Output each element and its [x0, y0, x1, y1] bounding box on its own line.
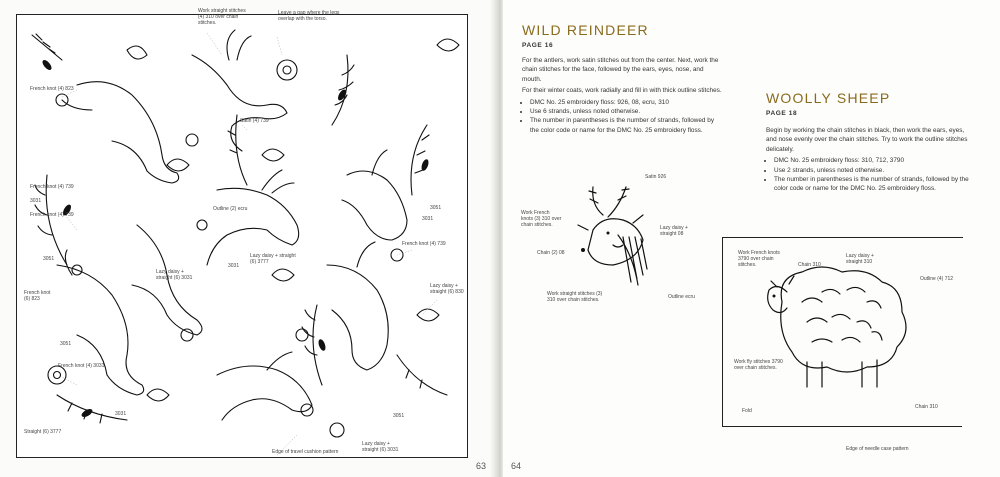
sheep-label-edge: Edge of needle case pattern — [846, 446, 909, 452]
leaf-3 — [262, 149, 284, 161]
annotation-15: 3031 — [228, 263, 240, 269]
leaf-7 — [272, 269, 294, 281]
reindeer-bullet-1: • DMC No. 25 embroidery floss: 926, 08, ecru, 310 — [530, 98, 722, 107]
reindeer-bullet-3: • The number in parentheses is the number of strands, followed by the color code or name for the DMC No. 25 embroidery floss. — [530, 116, 722, 135]
annotation-19: French knot (4) 3031 — [58, 363, 105, 369]
page-number-right: 64 — [511, 461, 522, 471]
sheep-bullet-2: • Use 2 strands, unless noted otherwise. — [774, 166, 971, 175]
annotation-12: French knot (4) 739 — [402, 241, 446, 247]
annotation-1: Work straight stitches (4) 310 over chain stitches. — [198, 8, 246, 26]
reindeer-label-lazy: Lazy daisy + straight 08 — [660, 225, 688, 237]
reindeer-label-satin: Satin 926 — [645, 174, 667, 180]
annotation-5: French knot (4) 739 — [30, 184, 74, 190]
branch-5 — [57, 395, 127, 423]
annotation-17: Lazy daisy + straight (6) 830 — [430, 283, 464, 295]
hare-6 — [327, 242, 388, 370]
annotation-7: 3031 — [30, 198, 42, 204]
hare-7 — [217, 352, 312, 420]
reindeer-paragraph-2: For their winter coats, work radially and fill in with thick outline stitches. — [522, 87, 722, 95]
sheep-title: WOOLLY SHEEP — [766, 90, 891, 106]
annotation-4: Satin (4) 739 — [240, 118, 269, 124]
annotation-14: Lazy daisy + straight (6) 3777 — [250, 253, 296, 265]
leaf-6 — [147, 389, 169, 401]
reindeer-instructions — [522, 56, 722, 135]
sheep-label-fly: Work fly stitches 3790 over chain stitches. — [734, 359, 783, 371]
annotation-24: Edge of travel cushion pattern — [272, 449, 339, 455]
annotation-20: 3031 — [115, 411, 127, 417]
reindeer-title: WILD REINDEER — [522, 22, 649, 38]
sheep-paragraph-1: Begin by working the chain stitches in black, then work the ears, eyes, and nose evenly over the chain stitches. Try to work the outline stitches delicately. — [766, 127, 968, 153]
annotation-22: 3051 — [393, 413, 405, 419]
hare-3 — [207, 170, 299, 265]
annotation-21: Straight (6) 3777 — [24, 429, 62, 435]
berry-5 — [197, 220, 207, 230]
reindeer-page-ref: PAGE 16 — [522, 42, 554, 49]
left-page — [0, 0, 497, 477]
reindeer-label-straight: Work straight stitches (3) 310 over chain stitches. — [547, 291, 603, 303]
annotation-6: Outline (2) ecru — [213, 206, 248, 212]
annotation-2: Leave a gap where the legs overlap with the torso. — [278, 10, 340, 22]
annotation-18: 3051 — [60, 341, 72, 347]
flower-6 — [296, 329, 308, 341]
reindeer-label-outline: Outline ecru — [668, 294, 695, 300]
leaf-4 — [437, 39, 459, 51]
sheep-label-chain-2: Chain 310 — [915, 404, 938, 410]
reindeer-label-french: Work French knots (3) 310 over chain stitches. — [521, 210, 562, 228]
annotation-3: French knot (4) 823 — [30, 86, 74, 92]
reindeer-paragraph-1: For the antlers, work satin stitches out from the center. Next, work the chain stitches for the face, followed by the ears, eyes, nose, and mouth. — [522, 57, 719, 83]
sheep-bullet-list — [766, 156, 971, 194]
leaf-1 — [127, 46, 147, 59]
reindeer-label-chain: Chain (2) 08 — [537, 250, 565, 256]
branch-7 — [228, 115, 247, 185]
branch-8 — [397, 355, 447, 395]
annotation-8: French knot (4) 739 — [30, 212, 74, 218]
sheep-label-chain: Chain 310 — [798, 262, 821, 268]
sheep-label-french: Work French knots 3790 over chain stitches. — [738, 250, 780, 268]
berry-3 — [330, 423, 344, 437]
annotation-10: 3051 — [43, 256, 55, 262]
hare-2 — [62, 82, 179, 183]
hare-pattern-frame — [16, 14, 468, 458]
annotation-13: Lazy daisy + straight (6) 3031 — [156, 269, 193, 281]
page-number-left: 63 — [476, 461, 487, 471]
annotation-11: 3031 — [422, 216, 434, 222]
hare-1 — [192, 30, 287, 151]
flower-5 — [186, 134, 198, 146]
sheep-label-lazy: Lazy daisy + straight 310 — [846, 253, 874, 265]
reindeer-bullet-list — [522, 98, 722, 136]
sheep-bullet-3: • The number in parentheses is the number of strands, followed by the color code or name for the DMC No. 25 embroidery floss. — [774, 175, 971, 194]
hare-4 — [342, 150, 407, 240]
annotation-23: Lazy daisy + straight (6) 3031 — [362, 441, 399, 453]
leaf-2 — [167, 159, 189, 171]
sheep-instructions — [766, 126, 971, 194]
sheep-bullet-1: • DMC No. 25 embroidery floss: 310, 712, 3790 — [774, 156, 971, 165]
sheep-label-outline: Outline (4) 712 — [920, 276, 954, 282]
annotation-9: 3051 — [430, 205, 442, 211]
leaf-5 — [417, 309, 439, 321]
hare-5 — [57, 250, 144, 395]
annotation-16: French knot (6) 823 — [24, 290, 51, 302]
sheep-label-fold: Fold — [742, 408, 752, 414]
reindeer-bullet-2: • Use 6 strands, unless noted otherwise. — [530, 107, 722, 116]
sheep-illustration — [762, 262, 922, 392]
sheep-page-ref: PAGE 18 — [766, 110, 798, 117]
flower-1 — [277, 60, 297, 80]
hare-pattern-illustration — [17, 15, 469, 459]
flower-4 — [181, 329, 193, 341]
branch-1 — [32, 34, 62, 60]
